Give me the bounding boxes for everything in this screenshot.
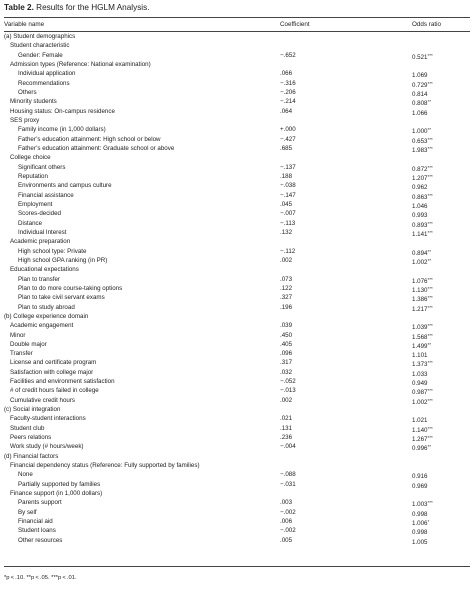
variable-name-cell: Student loans [18,527,56,535]
table-row [0,191,474,200]
coefficient-cell: −.007 [280,210,296,218]
variable-name-cell: Significant others [18,163,66,171]
significance-marker: *** [427,435,433,441]
coefficient-cell: −.206 [280,88,296,96]
odds-ratio-value: 0.969 [412,482,428,490]
variable-name-cell: Academic preparation [10,238,71,246]
coefficient-cell: .196 [280,303,293,311]
significance-marker: * [427,519,430,525]
significance-marker: *** [427,276,433,282]
odds-ratio-value: 0.893 [412,221,428,229]
coefficient-cell: −.214 [280,98,296,106]
variable-name-cell: Plan to take civil servant exams [18,294,105,302]
odds-ratio-value: 0.863 [412,193,428,201]
significance-marker: *** [427,388,433,394]
significance-marker: *** [427,173,433,179]
coefficient-cell: −.137 [280,163,296,171]
odds-ratio-value: 0.653 [412,137,428,145]
coefficient-cell: .002 [280,256,293,264]
significance-marker: *** [427,360,433,366]
odds-ratio-value: 1.386 [412,296,428,304]
variable-name-cell: Student club [10,424,45,432]
odds-ratio-value: 1.130 [412,286,428,294]
variable-name-cell: Educational expectations [10,266,79,274]
table-row [0,144,474,153]
table-row [0,433,474,442]
variable-name-cell: Others [18,88,37,96]
table-row [0,247,474,256]
table-row [0,368,474,377]
significance-marker: *** [427,295,433,301]
table-row [0,470,474,479]
odds-ratio-value: 0.808 [412,100,428,108]
significance-marker: *** [427,220,433,226]
odds-ratio-value: 1.069 [412,72,428,80]
table-row [0,200,474,209]
odds-ratio-value: 1.039 [412,324,428,332]
table-row [0,526,474,535]
top-rule [4,17,470,18]
coefficient-cell: −.652 [280,51,296,59]
variable-name-cell: Cumulative credit hours [10,396,75,404]
odds-ratio-value: 1.207 [412,174,428,182]
significance-marker: ** [427,127,432,133]
significance-marker: *** [427,500,433,506]
table-row [0,97,474,106]
header-variable-name: Variable name [4,21,45,28]
variable-name-cell: High school type: Private [18,247,87,255]
table-row [0,405,474,414]
odds-ratio-value: 0.998 [412,510,428,518]
table-row [0,32,474,41]
significance-marker: *** [427,304,433,310]
odds-ratio-value: 1.141 [412,230,428,238]
variable-name-cell: Environments and campus culture [18,182,112,190]
significance-marker: *** [427,192,433,198]
odds-ratio-value: 0.993 [412,212,428,220]
coefficient-cell: −.038 [280,182,296,190]
significance-marker: *** [427,229,433,235]
coefficient-cell: −.013 [280,387,296,395]
significance-marker: *** [427,80,433,86]
odds-ratio-value: 1.000 [412,128,428,136]
coefficient-cell: .045 [280,200,293,208]
table-row [0,293,474,302]
variable-name-cell: (b) College experience domain [4,312,89,320]
variable-name-cell: Individual Interest [18,228,67,236]
table-row [0,181,474,190]
table-row [0,135,474,144]
variable-name-cell: College choice [10,154,51,162]
table-row [0,275,474,284]
significance-marker: ** [427,248,432,254]
coefficient-cell: .327 [280,294,293,302]
variable-name-cell: Financial assistance [18,191,74,199]
header-odds-ratio: Odds ratio [412,21,442,28]
coefficient-cell: .032 [280,368,293,376]
table-row [0,303,474,312]
header-coefficient: Coefficient [280,21,310,28]
significance-marker: ** [427,257,432,263]
variable-name-cell: Distance [18,219,43,227]
coefficient-cell: −.004 [280,443,296,451]
coefficient-cell: −.112 [280,247,296,255]
odds-ratio-value: 0.987 [412,389,428,397]
variable-name-cell: Gender: Female [18,51,63,59]
variable-name-cell: Father’s education attainment: Graduate school or above [18,144,175,152]
odds-ratio-value: 1.002 [412,258,428,266]
significance-marker: ** [427,341,432,347]
coefficient-cell: .685 [280,144,293,152]
significance-marker: *** [427,285,433,291]
coefficient-cell: −.002 [280,508,296,516]
variable-name-cell: Financial dependency status (Reference: Fully supported by families) [10,462,200,470]
significance-marker: *** [427,332,433,338]
variable-name-cell: License and certificate program [10,359,97,367]
odds-ratio-value: 0.962 [412,184,428,192]
coefficient-cell: .131 [280,424,293,432]
coefficient-cell: −.113 [280,219,296,227]
odds-ratio-value: 0.996 [412,445,428,453]
table-row [0,452,474,461]
variable-name-cell: (c) Social integration [4,406,61,414]
odds-ratio-value: 0.521 [412,53,428,61]
odds-ratio-value: 1.005 [412,538,428,546]
coefficient-cell: .317 [280,359,293,367]
odds-ratio-value: 1.003 [412,501,428,509]
variable-name-cell: Family income (in 1,000 dollars) [18,126,106,134]
variable-name-cell: Double major [10,340,47,348]
odds-ratio-value: 0.916 [412,473,428,481]
coefficient-cell: .066 [280,70,293,78]
coefficient-cell: .122 [280,284,293,292]
odds-ratio-value: 1.066 [412,109,428,117]
table-row [0,41,474,50]
odds-ratio-value: 1.499 [412,342,428,350]
variable-name-cell: Plan to transfer [18,275,60,283]
variable-name-cell: High school GPA ranking (in PR) [18,256,108,264]
coefficient-cell: −.147 [280,191,296,199]
variable-name-cell: Employment [18,200,53,208]
significance-footnote: *p < .10. **p < .05. ***p < .01. [4,575,77,581]
table-row [0,536,474,545]
coefficient-cell: .039 [280,322,293,330]
table-row [0,461,474,470]
coefficient-cell: −.002 [280,527,296,535]
odds-ratio-value: 0.814 [412,90,428,98]
coefficient-cell: .064 [280,107,293,115]
odds-ratio-value: 1.101 [412,352,428,360]
table-row [0,284,474,293]
bottom-rule [4,566,470,567]
table-row [0,153,474,162]
table-row [0,60,474,69]
variable-name-cell: Student characteristic [10,42,70,50]
significance-marker: *** [427,164,433,170]
variable-name-cell: # of credit hours failed in college [10,387,99,395]
odds-ratio-value: 0.894 [412,249,428,257]
results-table [0,32,474,545]
table-row [0,219,474,228]
significance-marker: *** [427,145,433,151]
odds-ratio-value: 1.983 [412,146,428,154]
variable-name-cell: (a) Student demographics [4,33,76,40]
odds-ratio-value: 1.002 [412,398,428,406]
table-row [0,377,474,386]
table-row [0,88,474,97]
coefficient-cell: .006 [280,518,293,526]
table-row [0,125,474,134]
odds-ratio-value: 1.140 [412,426,428,434]
variable-name-cell: Housing status: On-campus residence [10,107,115,115]
table-row [0,312,474,321]
odds-ratio-value: 1.033 [412,370,428,378]
odds-ratio-value: 0.872 [412,165,428,173]
odds-ratio-value: 0.729 [412,81,428,89]
coefficient-cell: .073 [280,275,293,283]
table-row [0,321,474,330]
coefficient-cell: .005 [280,536,293,544]
table-row [0,489,474,498]
table-row [0,51,474,60]
variable-name-cell: (d) Financial factors [4,452,59,460]
table-title: Results for the HGLM Analysis. [36,3,150,12]
table-row [0,79,474,88]
variable-name-cell: Academic engagement [10,322,74,330]
odds-ratio-value: 1.021 [412,417,428,425]
table-row [0,209,474,218]
table-row [0,331,474,340]
coefficient-cell: −.427 [280,135,296,143]
variable-name-cell: Facilities and environment satisfaction [10,378,115,386]
variable-name-cell: By self [18,508,37,516]
variable-name-cell: Work study (# hours/week) [10,443,84,451]
odds-ratio-value: 0.998 [412,529,428,537]
table-row [0,508,474,517]
coefficient-cell: .188 [280,172,293,180]
table-row [0,107,474,116]
table-row [0,69,474,78]
variable-name-cell: Minor [10,331,26,339]
significance-marker: ** [427,99,432,105]
variable-name-cell: SES proxy [10,116,40,124]
table-row [0,358,474,367]
variable-name-cell: Other resources [18,536,63,544]
table-row [0,349,474,358]
variable-name-cell: None [18,471,33,479]
table-row [0,340,474,349]
odds-ratio-value: 1.076 [412,277,428,285]
table-row [0,228,474,237]
table-row [0,163,474,172]
coefficient-cell: .450 [280,331,293,339]
table-row [0,265,474,274]
table-row [0,256,474,265]
table-label: Table 2. [4,3,34,12]
significance-marker: *** [427,323,433,329]
table-row [0,172,474,181]
odds-ratio-value: 1.373 [412,361,428,369]
coefficient-cell: −.088 [280,471,296,479]
table-row [0,480,474,489]
variable-name-cell: Peers relations [10,434,52,442]
coefficient-cell: −.031 [280,480,296,488]
odds-ratio-value: 1.006 [412,520,428,528]
variable-name-cell: Scores-decided [18,210,61,218]
coefficient-cell: .021 [280,415,293,423]
odds-ratio-value: 0.949 [412,380,428,388]
odds-ratio-cell [412,536,427,547]
odds-ratio-value: 1.046 [412,202,428,210]
variable-name-cell: Plan to study abroad [18,303,75,311]
odds-ratio-value: 1.568 [412,333,428,341]
variable-name-cell: Faculty-student interactions [10,415,86,423]
variable-name-cell: Transfer [10,350,33,358]
coefficient-cell: .096 [280,350,293,358]
variable-name-cell: Plan to do more course-taking options [18,284,123,292]
coefficient-cell: .132 [280,228,293,236]
odds-ratio-value: 1.217 [412,305,428,313]
variable-name-cell: Minority students [10,98,57,106]
variable-name-cell: Admission types (Reference: National examination) [10,60,151,68]
table-row [0,442,474,451]
coefficient-cell: .405 [280,340,293,348]
variable-name-cell: Father’s education attainment: High school or below [18,135,161,143]
table-row [0,414,474,423]
table-row [0,237,474,246]
coefficient-cell: −.316 [280,79,296,87]
variable-name-cell: Satisfaction with college major [10,368,94,376]
coefficient-cell: .002 [280,396,293,404]
significance-marker: *** [427,397,433,403]
significance-marker: *** [427,136,433,142]
variable-name-cell: Partially supported by families [18,480,101,488]
significance-marker: *** [427,425,433,431]
coefficient-cell: −.052 [280,378,296,386]
variable-name-cell: Finance support (in 1,000 dollars) [10,490,103,498]
table-row [0,396,474,405]
table-row [0,424,474,433]
variable-name-cell: Reputation [18,172,48,180]
table-row [0,386,474,395]
coefficient-cell: .236 [280,434,293,442]
significance-marker: *** [427,52,433,58]
variable-name-cell: Financial aid [18,518,53,526]
table-row [0,517,474,526]
variable-name-cell: Individual application [18,70,76,78]
table-caption [4,3,149,13]
variable-name-cell: Parents support [18,499,62,507]
table-row [0,116,474,125]
significance-marker: ** [427,444,432,450]
coefficient-cell: +.000 [280,126,296,134]
coefficient-cell: .003 [280,499,293,507]
odds-ratio-value: 1.267 [412,436,428,444]
table-row [0,498,474,507]
variable-name-cell: Recommendations [18,79,70,87]
